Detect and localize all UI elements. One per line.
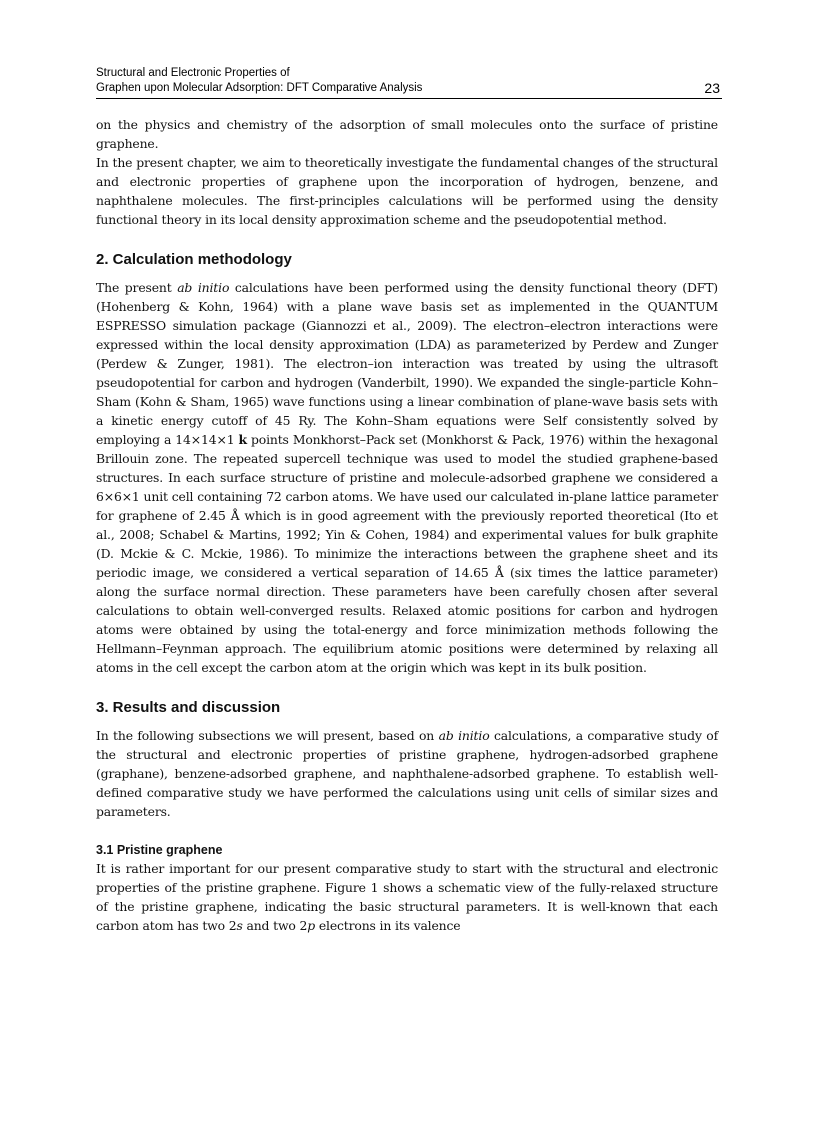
header-title-line-2: Graphen upon Molecular Adsorption: DFT Comparative Analysis xyxy=(96,81,423,94)
body-text xyxy=(96,115,718,935)
pristine-graphene-paragraph: It is rather important for our present comparative study to start with the structural and electronic properties of the pristine graphene. Figure 1 shows a schematic view of the fully-relaxed structure of the pristine graphene, indicating the basic structural parameters. It is well-known that each carbon atom has two 2s and two 2p electrons in its valence xyxy=(96,861,718,933)
intro-paragraph-1: on the physics and chemistry of the adsorption of small molecules onto the surface of pristine graphene. xyxy=(96,117,718,151)
intro-paragraph-2: In the present chapter, we aim to theoretically investigate the fundamental changes of the structural and electronic properties of graphene upon the incorporation of hydrogen, benzene, and naphthalene molecules. The first-principles calculations will be performed using the density functional theory in its local density approximation scheme and the pseudopotential method. xyxy=(96,155,718,227)
results-paragraph: In the following subsections we will present, based on ab initio calculations, a comparative study of the structural and electronic properties of pristine graphene, hydrogen-adsorbed graphene (graphane), benzene-adsorbed graphene, and naphthalene-adsorbed graphene. To establish well-defined comparative study we have performed the calculations using unit cells of similar sizes and parameters. xyxy=(96,728,719,819)
subsection-heading-pristine-graphene: 3.1 Pristine graphene xyxy=(96,843,223,857)
page-number: 23 xyxy=(704,80,720,96)
section-heading-methodology: 2. Calculation methodology xyxy=(96,251,292,268)
header-title-line-1: Structural and Electronic Properties of xyxy=(96,67,290,79)
methodology-paragraph: The present ab initio calculations have been performed using the density functional theory (DFT) (Hohenberg & Kohn, 1964) with a plane wave basis set as implemented in the QUANTUM ESPRESSO simulation package (Giannozzi et al., 2009). The electron–electron interactions were expressed within the local density approximation (LDA) as parameterized by Perdew and Zunger (Perdew & Zunger, 1981). The electron–ion interaction was treated by using the ultrasoft pseudopotential for carbon and hydrogen (Vanderbilt, 1990). We expanded the single-particle Kohn–Sham (Kohn & Sham, 1965) wave functions using a linear combination of plane-wave basis sets with a kinetic energy cutoff of 45 Ry. The Kohn–Sham equations were Self consistently solved by employing a 14×14×1 k points Monkhorst–Pack set (Monkhorst & Pack, 1976) within the hexagonal Brillouin zone. The repeated supercell technique was used to model the studied graphene-based structures. In each surface structure of pristine and molecule-adsorbed graphene we considered a 6×6×1 unit cell containing 72 carbon atoms. We have used our calculated in-plane lattice parameter for graphene of 2.45 Å which is in good agreement with the previously reported theoretical (Ito et al., 2008; Schabel & Martins, 1992; Yin & Cohen, 1984) and experimental values for bulk graphite (D. Mckie & C. Mckie, 1986). To minimize the interactions between the graphene sheet and its periodic image, we considered a vertical separation of 14.65 Å (six times the lattice parameter) along the surface normal direction. These parameters have been carefully chosen after several calculations to obtain well-converged results. Relaxed atomic positions for carbon and hydrogen atoms were obtained by using the total-energy and force minimization methods following the Hellmann–Feynman approach. The equilibrium atomic positions were determined by relaxing all atoms in the cell except the carbon atom at the origin which was kept in its bulk position. xyxy=(96,280,718,675)
running-header xyxy=(96,66,722,99)
section-heading-results: 3. Results and discussion xyxy=(96,699,281,716)
